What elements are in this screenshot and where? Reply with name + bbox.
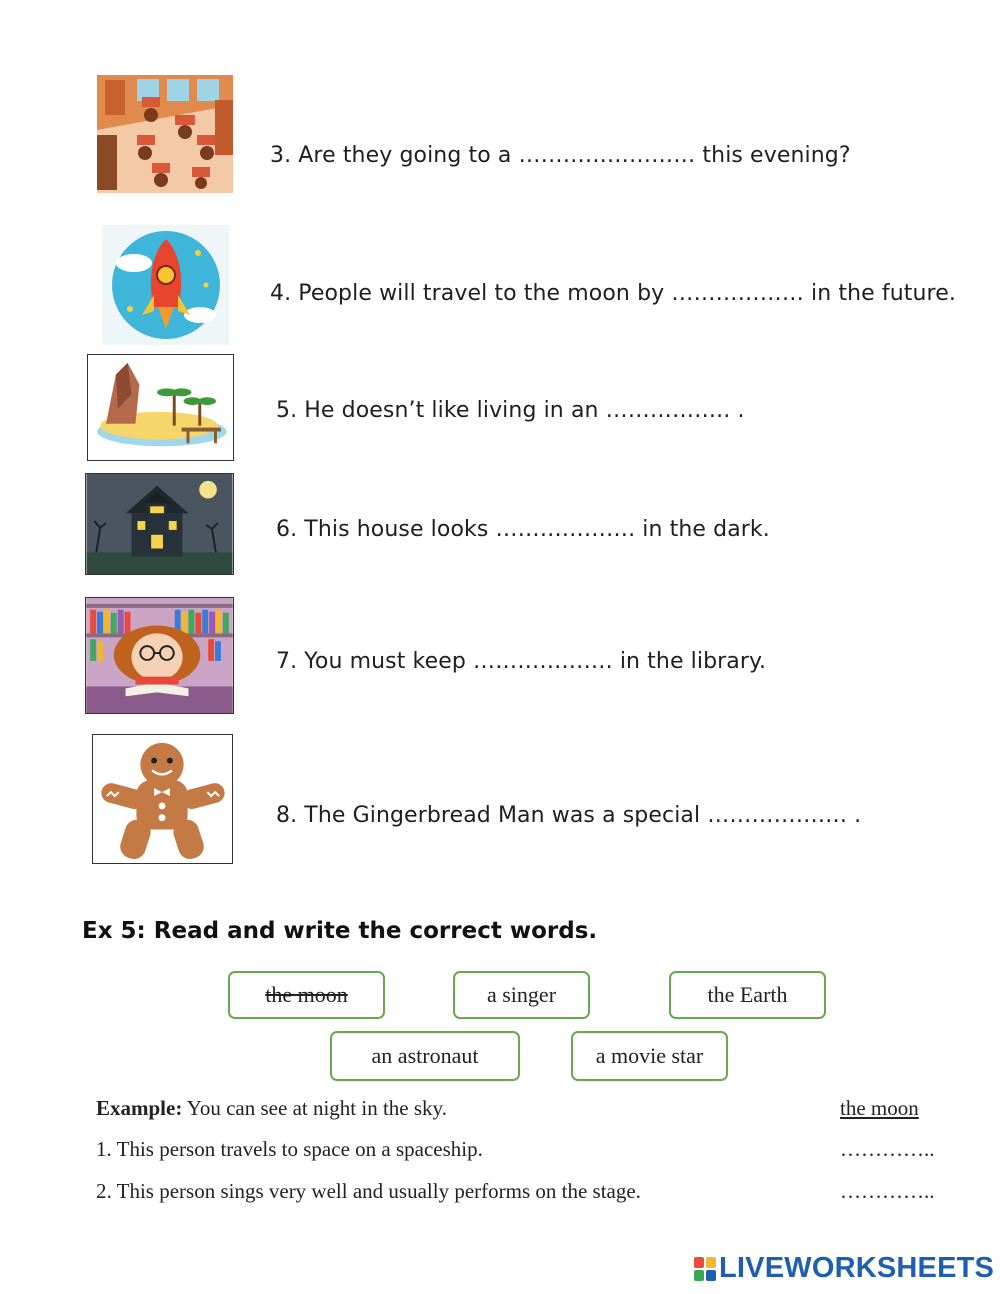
liveworksheets-logo-icon <box>694 1257 716 1281</box>
liveworksheets-logo <box>694 1252 994 1285</box>
rocket-picture <box>102 225 229 345</box>
word-bank-item-a-singer <box>453 971 590 1019</box>
gingerbread-man-picture <box>92 734 233 864</box>
question-8: 8. The Gingerbread Man was a special ………………. . <box>276 803 862 828</box>
word-bank-label: the moon <box>265 982 348 1007</box>
word-bank-label: a singer <box>486 982 557 1007</box>
exercise-5-item-2: 2. This person sings very well and usually performs on the stage. <box>96 1179 641 1203</box>
restaurant-picture <box>97 75 233 193</box>
word-bank-item-the-earth <box>669 971 826 1019</box>
example-text: You can see at night in the sky. <box>182 1096 447 1120</box>
word-bank-label: the Earth <box>707 982 788 1007</box>
question-6: 6. This house looks ………………. in the dark. <box>276 517 770 542</box>
question-3: 3. Are they going to a …………………… this evening? <box>270 143 851 168</box>
liveworksheets-brand-text: LIVEWORKSHEETS <box>719 1252 995 1284</box>
answer-blank-1[interactable]: ………….. <box>840 1137 935 1161</box>
question-5: 5. He doesn’t like living in an …………….. . <box>276 398 745 423</box>
example-label: Example: <box>96 1096 183 1120</box>
word-bank-label: an astronaut <box>371 1043 479 1068</box>
word-bank-item-the-moon <box>228 971 385 1019</box>
question-7: 7. You must keep ………………. in the library. <box>276 649 767 674</box>
exercise-5-title: Ex 5: Read and write the correct words. <box>82 918 598 944</box>
answer-blank-2[interactable]: ………….. <box>840 1179 935 1203</box>
haunted-house-picture <box>85 473 234 575</box>
library-girl-picture <box>85 597 234 714</box>
word-bank-item-an-astronaut <box>330 1031 520 1081</box>
example-sentence <box>96 1096 447 1121</box>
question-4: 4. People will travel to the moon by ……………… in the future. <box>270 281 956 306</box>
word-bank-label: a movie star <box>595 1043 704 1068</box>
word-bank-item-a-movie-star <box>571 1031 728 1081</box>
example-answer: the moon <box>840 1096 919 1120</box>
island-picture <box>87 354 234 461</box>
exercise-5-item-1: 1. This person travels to space on a spaceship. <box>96 1137 483 1161</box>
